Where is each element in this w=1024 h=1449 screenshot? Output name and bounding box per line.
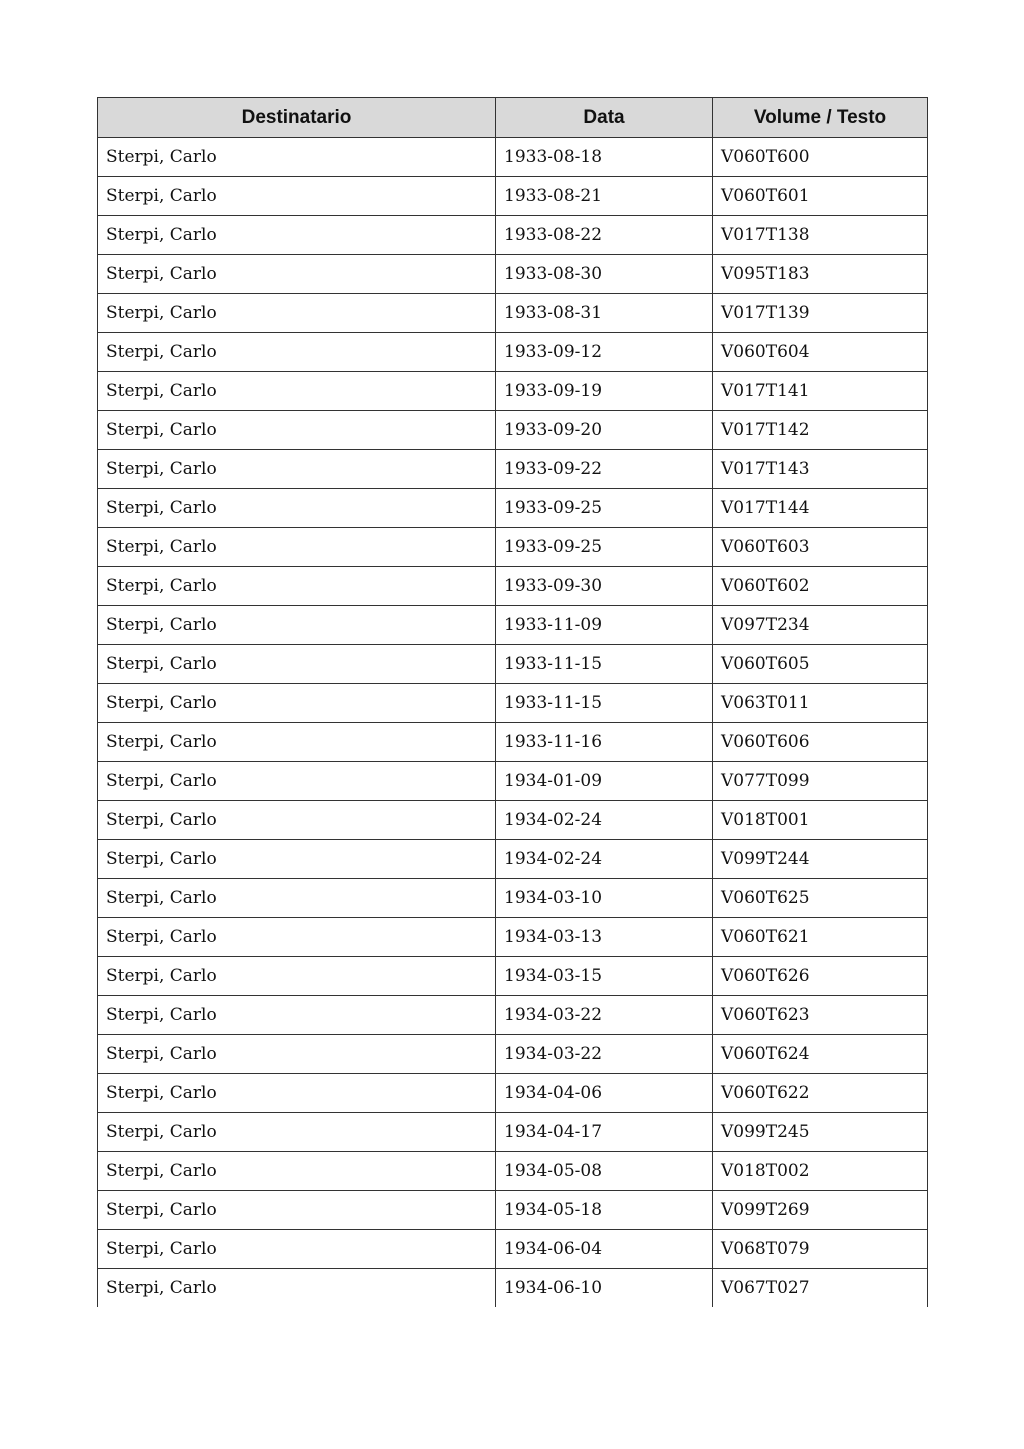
cell-destinatario: Sterpi, Carlo — [98, 957, 496, 996]
cell-destinatario: Sterpi, Carlo — [98, 996, 496, 1035]
cell-data: 1933-09-25 — [496, 528, 713, 567]
cell-volume-testo: V060T605 — [713, 645, 928, 684]
cell-destinatario: Sterpi, Carlo — [98, 216, 496, 255]
table-row — [98, 801, 928, 840]
cell-data: 1933-08-21 — [496, 177, 713, 216]
table-row — [98, 879, 928, 918]
cell-volume-testo: V017T142 — [713, 411, 928, 450]
cell-data: 1933-11-09 — [496, 606, 713, 645]
cell-destinatario: Sterpi, Carlo — [98, 1152, 496, 1191]
column-header-destinatario: Destinatario — [98, 98, 496, 138]
cell-volume-testo: V060T625 — [713, 879, 928, 918]
letters-table-container — [97, 97, 927, 1307]
cell-data: 1934-03-13 — [496, 918, 713, 957]
cell-data: 1934-02-24 — [496, 840, 713, 879]
cell-data: 1934-03-22 — [496, 996, 713, 1035]
column-header-volume-testo: Volume / Testo — [713, 98, 928, 138]
cell-data: 1933-08-31 — [496, 294, 713, 333]
cell-volume-testo: V063T011 — [713, 684, 928, 723]
table-row — [98, 762, 928, 801]
cell-volume-testo: V099T269 — [713, 1191, 928, 1230]
cell-data: 1933-08-18 — [496, 138, 713, 177]
cell-destinatario: Sterpi, Carlo — [98, 684, 496, 723]
cell-data: 1934-02-24 — [496, 801, 713, 840]
cell-data: 1934-03-15 — [496, 957, 713, 996]
cell-data: 1933-09-30 — [496, 567, 713, 606]
table-header — [98, 98, 928, 138]
cell-data: 1933-11-16 — [496, 723, 713, 762]
cell-volume-testo: V097T234 — [713, 606, 928, 645]
table-row — [98, 489, 928, 528]
table-row — [98, 996, 928, 1035]
table-row — [98, 723, 928, 762]
table-body — [98, 138, 928, 1308]
cell-destinatario: Sterpi, Carlo — [98, 606, 496, 645]
cell-data: 1934-05-18 — [496, 1191, 713, 1230]
cell-volume-testo: V077T099 — [713, 762, 928, 801]
table-row — [98, 372, 928, 411]
cell-volume-testo: V060T624 — [713, 1035, 928, 1074]
table-row — [98, 1035, 928, 1074]
table-row — [98, 918, 928, 957]
cell-destinatario: Sterpi, Carlo — [98, 1269, 496, 1308]
cell-data: 1933-09-12 — [496, 333, 713, 372]
cell-data: 1933-11-15 — [496, 684, 713, 723]
cell-data: 1933-08-30 — [496, 255, 713, 294]
cell-volume-testo: V017T138 — [713, 216, 928, 255]
cell-data: 1934-01-09 — [496, 762, 713, 801]
cell-destinatario: Sterpi, Carlo — [98, 255, 496, 294]
cell-volume-testo: V017T139 — [713, 294, 928, 333]
cell-destinatario: Sterpi, Carlo — [98, 450, 496, 489]
cell-destinatario: Sterpi, Carlo — [98, 879, 496, 918]
table-row — [98, 1074, 928, 1113]
cell-destinatario: Sterpi, Carlo — [98, 645, 496, 684]
cell-data: 1933-11-15 — [496, 645, 713, 684]
table-row — [98, 294, 928, 333]
cell-volume-testo: V068T079 — [713, 1230, 928, 1269]
cell-volume-testo: V060T604 — [713, 333, 928, 372]
table-row — [98, 1191, 928, 1230]
table-row — [98, 1230, 928, 1269]
cell-volume-testo: V095T183 — [713, 255, 928, 294]
cell-destinatario: Sterpi, Carlo — [98, 294, 496, 333]
cell-destinatario: Sterpi, Carlo — [98, 1035, 496, 1074]
cell-volume-testo: V060T626 — [713, 957, 928, 996]
cell-volume-testo: V060T622 — [713, 1074, 928, 1113]
cell-volume-testo: V060T601 — [713, 177, 928, 216]
cell-volume-testo: V017T143 — [713, 450, 928, 489]
cell-destinatario: Sterpi, Carlo — [98, 762, 496, 801]
cell-volume-testo: V060T621 — [713, 918, 928, 957]
column-header-data: Data — [496, 98, 713, 138]
cell-destinatario: Sterpi, Carlo — [98, 1113, 496, 1152]
cell-destinatario: Sterpi, Carlo — [98, 1074, 496, 1113]
cell-destinatario: Sterpi, Carlo — [98, 801, 496, 840]
cell-volume-testo: V060T602 — [713, 567, 928, 606]
cell-destinatario: Sterpi, Carlo — [98, 411, 496, 450]
table-row — [98, 333, 928, 372]
table-row — [98, 216, 928, 255]
cell-destinatario: Sterpi, Carlo — [98, 333, 496, 372]
table-row — [98, 450, 928, 489]
cell-data: 1933-08-22 — [496, 216, 713, 255]
cell-data: 1934-03-22 — [496, 1035, 713, 1074]
table-row — [98, 138, 928, 177]
table-row — [98, 177, 928, 216]
cell-data: 1934-04-17 — [496, 1113, 713, 1152]
cell-destinatario: Sterpi, Carlo — [98, 840, 496, 879]
cell-data: 1933-09-25 — [496, 489, 713, 528]
table-row — [98, 957, 928, 996]
cell-data: 1934-04-06 — [496, 1074, 713, 1113]
cell-destinatario: Sterpi, Carlo — [98, 567, 496, 606]
cell-volume-testo: V018T002 — [713, 1152, 928, 1191]
cell-volume-testo: V099T244 — [713, 840, 928, 879]
table-row — [98, 567, 928, 606]
cell-destinatario: Sterpi, Carlo — [98, 138, 496, 177]
cell-data: 1933-09-19 — [496, 372, 713, 411]
table-row — [98, 1113, 928, 1152]
cell-data: 1933-09-22 — [496, 450, 713, 489]
cell-volume-testo: V018T001 — [713, 801, 928, 840]
table-row — [98, 1269, 928, 1308]
cell-destinatario: Sterpi, Carlo — [98, 489, 496, 528]
cell-destinatario: Sterpi, Carlo — [98, 528, 496, 567]
cell-volume-testo: V099T245 — [713, 1113, 928, 1152]
cell-destinatario: Sterpi, Carlo — [98, 1191, 496, 1230]
cell-destinatario: Sterpi, Carlo — [98, 1230, 496, 1269]
cell-data: 1934-05-08 — [496, 1152, 713, 1191]
table-row — [98, 645, 928, 684]
letters-table — [97, 97, 928, 1307]
cell-destinatario: Sterpi, Carlo — [98, 372, 496, 411]
cell-volume-testo: V060T603 — [713, 528, 928, 567]
cell-volume-testo: V017T144 — [713, 489, 928, 528]
table-row — [98, 684, 928, 723]
table-row — [98, 606, 928, 645]
cell-data: 1934-03-10 — [496, 879, 713, 918]
table-row — [98, 840, 928, 879]
cell-volume-testo: V060T606 — [713, 723, 928, 762]
cell-volume-testo: V017T141 — [713, 372, 928, 411]
cell-destinatario: Sterpi, Carlo — [98, 723, 496, 762]
cell-data: 1933-09-20 — [496, 411, 713, 450]
table-row — [98, 528, 928, 567]
cell-data: 1934-06-04 — [496, 1230, 713, 1269]
table-row — [98, 255, 928, 294]
table-header-row — [98, 98, 928, 138]
table-row — [98, 1152, 928, 1191]
table-row — [98, 411, 928, 450]
cell-destinatario: Sterpi, Carlo — [98, 177, 496, 216]
cell-volume-testo: V060T600 — [713, 138, 928, 177]
cell-volume-testo: V067T027 — [713, 1269, 928, 1308]
cell-data: 1934-06-10 — [496, 1269, 713, 1308]
cell-destinatario: Sterpi, Carlo — [98, 918, 496, 957]
cell-volume-testo: V060T623 — [713, 996, 928, 1035]
